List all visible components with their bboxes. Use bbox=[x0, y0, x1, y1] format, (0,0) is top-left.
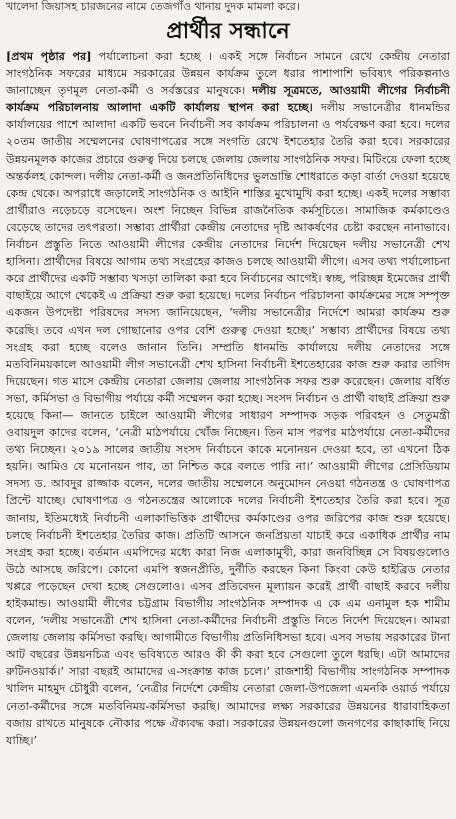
article-headline: প্রার্থীর সন্ধানে bbox=[166, 18, 290, 44]
continuation-marker: [প্রথম পৃষ্ঠার পর] bbox=[6, 49, 92, 63]
previous-article-tail: খালেদা জিয়াসহ চারজনের নামে তেজগাঁও থানায় দুদক মামলা করে। bbox=[6, 0, 300, 13]
article-paragraph-text: দলীয় সভানেত্রীর ধানমন্ডির কার্যালয়ের পাশে আলাদা একটি ভবনে নির্বাচনী সব কার্যক্রম পরিচালনা ও পর্যবেক্ষণ করা হবে। দলের ২০তম জাতীয় সম্মেলনের ঘোষণাপত্রের সঙ্গে সংগতি রেখে ইশতেহার তৈরি করা হবে। সরকারের উন্নয়নমূলক কাজের প্রচারে গুরুত্ব দিয়ে চলছে জেলায় জেলায় সাংগঠনিক সফর। মিটিংয়ে ফেলা হচ্ছে অন্তর্কলহ কোন্দল। দলীয় নেতা-কর্মী ও জনপ্রতিনিধিদের ভুলভ্রান্তি শোধরাতে কড়া বার্তা দেওয়া হয়েছে কেন্দ্র থেকে। অপরাধে জড়ালেই সাংগঠনিক ও আইনি শাস্তির মুখোমুখি করা হচ্ছে। একই দলের সম্ভাব্য প্রার্থীরাও নড়েচড়ে বসেছেন। অংশ নিচ্ছেন বিভিন্ন রাজনৈতিক কর্মসূচিতে। সামাজিক কর্মকাণ্ডেও বেড়েছে তাদের তৎপরতা। সম্ভাব্য প্রার্থীরা কেন্দ্রীয় নেতাদের দৃষ্টি আকর্ষণের চেষ্টা করছেন নানাভাবে। নির্বাচন প্রস্তুতি নিতে আওয়ামী লীগের কেন্দ্রীয় নেতাদের নির্দেশ দিয়েছেন দলীয় সভানেত্রী শেখ হাসিনা। প্রার্থীদের বিষয়ে আগাম তথ্য সংগ্রহের কাজও চলছে আওয়ামী লীগে। এসব তথ্য পর্যালোচনা করে প্রার্থীদের একটি সম্ভাব্য খসড়া তালিকা করা হবে নির্বাচনের আগেই। স্বচ্ছ, পরিচ্ছন্ন ইমেজের প্রার্থী বাছাইয়ে আগে থেকেই এ প্রক্রিয়া শুরু করা হয়েছে। দলের নির্বাচন পরিচালনা কার্যক্রমের সঙ্গে সম্পৃক্ত একজন উপদেষ্টা পরিষদের সদস্য জানিয়েছেন, ‘দলীয় সভানেত্রীর নির্দেশে আমরা কার্যক্রম শুরু করেছি। তবে এখন দল গোছানোর ওপর বেশি গুরুত্ব দেওয়া হচ্ছে।’ সম্ভাব্য প্রার্থীদের বিষয়ে তথ্য সংগ্রহ করা হচ্ছে বলেও জানান তিনি। সম্প্রতি ধানমন্ডি কার্যালয়ে দলীয় নেতাদের সঙ্গে মতবিনিময়কালে আওয়ামী লীগ সভানেত্রী শেখ হাসিনা নির্বাচনী ইশতেহারের কাজ শুরু করার তাগিদ দিয়েছেন। গত মাসে কেন্দ্রীয় নেতারা জেলায় জেলায় সাংগঠনিক সফর শুরু করেছেন। জেলায় বর্ধিত সভা, কর্মিসভা ও বিভাগীয় পর্যায়ে কর্মী সম্মেলন করা হচ্ছে। সংসদ নির্বাচন ও প্রার্থী বাছাই প্রক্রিয়া শুরু হয়েছে কিনা— জানতে চাইলে আওয়ামী লীগের সাধারণ সম্পাদক সড়ক পরিবহন ও সেতুমন্ত্রী ওবায়দুল কাদের বলেন, ‘নেত্রী মাঠপর্যায়ে খোঁজ নিচ্ছেন। তিন মাস পরপর মাঠপর্যায়ে নেতা-কর্মীদের তথ্য নিচ্ছেন। ২০১৯ সালের জাতীয় সংসদ নির্বাচনে কাকে মনোনয়ন দেওয়া হবে, তা এখনো ঠিক হয়নি। আমিও যে মনোনয়ন পাব, তা নিশ্চিত করে বলতে পারি না।’ আওয়ামী লীগের প্রেসিডিয়াম সদস্য ড. আবদুর রাজ্জাক বলেন, দলের জাতীয় সম্মেলনে অনুমোদন নেওয়া গঠনতন্ত্র ও ঘোষণাপত্র প্রিন্টে যাচ্ছে। ঘোষণাপত্র ও গঠনতন্ত্রের আলোকে দলের নির্বাচনী ইশতেহার তৈরি করা হবে। সূত্র জানায়, ইতিমধ্যেই নির্বাচনী এলাকাভিত্তিক প্রার্থীদের কর্মকাণ্ডের ওপর জরিপের কাজ শুরু হয়েছে। চলছে নির্বাচনী ইশতেহার তৈরির কাজ। প্রতিটি আসনে জনপ্রিয়তা যাচাই করে একাধিক প্রার্থীর নাম সংগ্রহ করা হচ্ছে। বর্তমান এমপিদের মধ্যে কারা নিজ এলাকামুখী, কারা জনবিচ্ছিন্ন সে বিষয়গুলোও উঠে আসছে জরিপে। কোনো এমপি স্বজনপ্রীতি, দুর্নীতি করছেন কিনা কিংবা কেউ হাইব্রিড নেতার খপ্পরে পড়েছেন দেখা হচ্ছে সেগুলোও। এসব প্রতিবেদন মূল্যায়ন করেই প্রার্থী বাছাই করবে দলীয় হাইকমান্ড। আওয়ামী লীগের চট্টগ্রাম বিভাগীয় সাংগঠনিক সম্পাদক এ কে এম এনামুল হক শামীম বলেন, ‘দলীয় সভানেত্রী শেখ হাসিনা নেতা-কর্মীদের নির্বাচনী প্রস্তুতি নিতে নির্দেশ দিয়েছেন। আমরা জেলায় জেলায় কর্মিসভা করছি। আগামীতে বিভাগীয় প্রতিনিধিসভা হবে। এসব সভায় সরকারের টানা আট বছরের উন্নয়নচিত্র এবং ভবিষ্যতে আরও কী কী করা হবে সেগুলো তুলে ধরছি। এটা আমাদের রুটিনওয়ার্ক।’ সারা বছরই আমাদের এ-সংক্রান্ত কাজ চলে।’ রাজশাহী বিভাগীয় সাংগঠনিক সম্পাদক খালিদ মাহমুদ চৌধুরী বলেন, ‘নেত্রীর নির্দেশে কেন্দ্রীয় নেতারা জেলা-উপজেলা এমনকি ওয়ার্ড পর্যায়ে নেতা-কর্মীদের সঙ্গে মতবিনিময়-কর্মিসভা করছি। আমাদের লক্ষ্য সরকারের উন্নয়নের ধারাবাহিকতা বজায় রাখতে মানুষকে নৌকার পক্ষে ঐক্যবদ্ধ করা। সরকারের উন্নয়নগুলো জনগণের কাছাকাছি নিয়ে যাচ্ছি।’ bbox=[6, 101, 450, 747]
article-paragraph-text: পর্যালোচনা করা হচ্ছে । একই সঙ্গে নির্বাচন সামনে রেখে কেন্দ্রীয় নেতারা সাংগঠনিক সফরের মাধ্যমে সরকারের উন্নয়ন কার্যক্রম তুলে ধরার পাশাপাশি ভবিষ্যৎ পরিকল্পনাও জানাচ্ছেন তৃণমূল নেতা-কর্মী ও সর্বস্তরের মানুষকে। bbox=[6, 50, 450, 98]
article-bold-sentence: দলীয় সূত্রমতে, আওয়ামী লীগের নির্বাচনী কার্যক্রম পরিচালনায় আলাদা একটি কার্যালয় স্থাপন করা হচ্ছে। bbox=[6, 83, 450, 115]
article-body bbox=[0, 46, 456, 749]
